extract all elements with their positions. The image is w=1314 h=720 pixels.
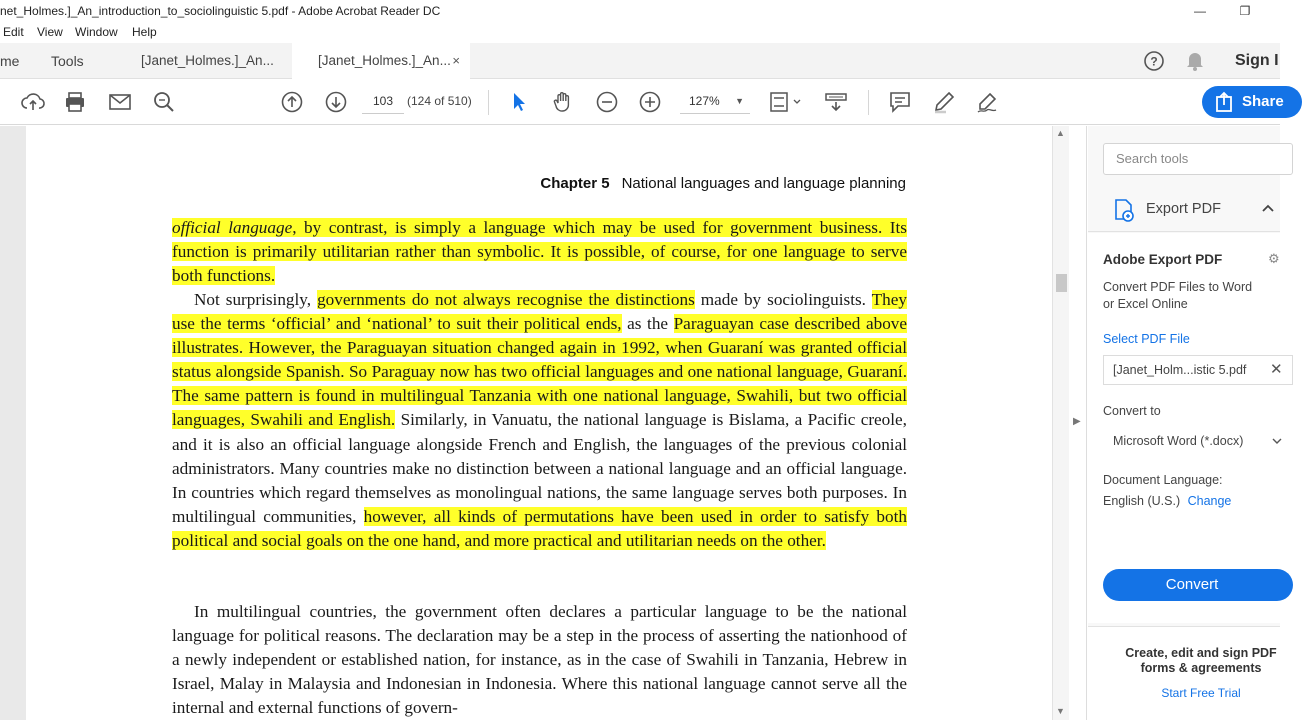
highlighted-text — [172, 218, 907, 285]
chapter-label: Chapter 5 — [540, 175, 610, 192]
close-tab-icon[interactable]: × — [452, 53, 460, 68]
notifications-bell-icon[interactable] — [1185, 50, 1205, 77]
chevron-up-icon[interactable] — [1261, 198, 1275, 221]
tab-tools-label: Tools — [51, 53, 84, 69]
tab-document-2[interactable] — [292, 43, 470, 80]
scroll-down-icon[interactable]: ▼ — [1056, 706, 1065, 716]
body-text: as the — [621, 314, 674, 334]
running-header — [26, 175, 906, 192]
scrollbar-thumb[interactable] — [1056, 274, 1067, 292]
menu-view[interactable]: View — [37, 25, 63, 39]
zoom-in-icon[interactable] — [638, 90, 662, 114]
scroll-mode-icon[interactable] — [824, 90, 848, 114]
tab-tools[interactable] — [51, 43, 111, 79]
sign-in-link[interactable] — [1235, 43, 1280, 79]
upload-cloud-icon[interactable] — [21, 90, 45, 114]
toolbar — [0, 80, 1284, 125]
minimize-button[interactable]: — — [1194, 4, 1206, 18]
email-icon[interactable] — [108, 90, 132, 114]
menu-help[interactable]: Help — [132, 25, 157, 39]
tools-pane — [1088, 126, 1283, 720]
start-free-trial-link[interactable]: Start Free Trial — [1161, 686, 1241, 700]
menu-bar — [0, 22, 1280, 43]
tab-bar — [0, 43, 1280, 79]
document-language-value: English (U.S.) — [1103, 494, 1181, 508]
export-pdf-label: Export PDF — [1146, 201, 1221, 217]
convert-format-dropdown[interactable] — [1103, 426, 1293, 456]
tab-home-label: me — [0, 53, 20, 69]
tab-document-1[interactable] — [115, 43, 291, 79]
selected-file-name: [Janet_Holm...istic 5.pdf — [1113, 363, 1247, 377]
convert-to-label: Convert to — [1103, 404, 1161, 418]
menu-edit[interactable]: Edit — [3, 25, 24, 39]
export-pdf-icon — [1113, 198, 1135, 227]
vertical-scrollbar[interactable] — [1052, 126, 1069, 720]
paragraph-3: In multilingual countries, the government often declares a particular language to be the national language for political reasons. The declaration may be a step in the process of asserting the nationhood of a newly independent or established nation, for instance, as in the case of Swahili in Tanzania, Hebrew in Israel, Malay in Malaysia and Indonesian in Indonesia. Where this national language cannot serve all the internal and external functions of govern- — [172, 602, 907, 718]
zoom-level-dropdown[interactable] — [680, 89, 750, 114]
export-pdf-header[interactable] — [1088, 188, 1280, 232]
collapse-right-panel-icon[interactable]: ▶ — [1073, 416, 1081, 427]
share-button[interactable] — [1202, 86, 1302, 118]
convert-button[interactable]: Convert — [1103, 569, 1293, 601]
highlighted-text: , by contrast, is simply a language which may be used for government business. Its function is primarily utilitarian rather than symbolic. It is possible, of course, for one language to serve both functions. — [172, 218, 907, 286]
export-description-line2: or Excel Online — [1103, 297, 1188, 311]
term-official-language: official language — [172, 218, 293, 237]
menu-window[interactable]: Window — [75, 25, 118, 39]
print-icon[interactable] — [63, 90, 87, 114]
scroll-up-icon[interactable]: ▲ — [1056, 128, 1065, 138]
chapter-title: National languages and language planning — [621, 175, 906, 192]
convert-format-value: Microsoft Word (*.docx) — [1113, 434, 1244, 448]
window-title: net_Holmes.]_An_introduction_to_sociolinguistic 5.pdf - Adobe Acrobat Reader DC — [0, 4, 441, 18]
sign-in-label: Sign I — [1235, 52, 1279, 69]
help-icon[interactable] — [1143, 50, 1165, 77]
tab-document-1-label: [Janet_Holmes.]_An... — [141, 53, 274, 68]
body-text: Similarly, in Vanuatu, the national language is Bislama, a Pacific creole, and it is also an official language alongside French and English, the languages of the previous colonial administrators. Many countries make no distinction between a national language and an official language. In countries which regard themselves as monolingual nations, the same language serves both purposes. In multilingual communities, — [172, 410, 907, 526]
document-language-label: Document Language: — [1103, 473, 1223, 487]
zoom-level-value: 127% — [689, 94, 720, 108]
highlighted-text: They use the terms ‘official’ and ‘national’ to suit their political ends, — [172, 290, 907, 334]
toolbar-divider — [868, 90, 869, 115]
change-language-link[interactable]: Change — [1187, 494, 1232, 508]
body-text: made by sociolinguists. — [694, 290, 872, 309]
chevron-down-icon: ▼ — [735, 96, 744, 106]
body-text: Not surprisingly, — [194, 290, 318, 309]
export-description-line1: Convert PDF Files to Word — [1103, 280, 1253, 294]
page-count: (124 of 510) — [407, 94, 472, 108]
comment-icon[interactable] — [888, 90, 912, 114]
highlighted-text: Paraguayan case described above illustrates. However, the Paraguayan situation changed again in 1992, when Guaraní was granted official status alongside Spanish. So Paraguay now has two official languages and one national language, Guaraní. The same pattern is found in multilingual Tanzania with one national language, Swahili, but two official languages, Swahili and English. — [172, 314, 908, 430]
selected-file-field[interactable] — [1103, 355, 1293, 385]
tab-home[interactable] — [0, 43, 30, 79]
promo-line2: forms & agreements — [1140, 661, 1262, 675]
paragraph-2 — [172, 288, 907, 553]
chevron-down-icon — [1272, 427, 1282, 465]
search-tools-input[interactable]: Search tools — [1103, 143, 1293, 175]
document-viewport[interactable] — [0, 126, 1052, 720]
select-cursor-icon[interactable] — [508, 90, 532, 114]
pdf-page — [26, 126, 1052, 720]
more-options-icon[interactable]: ⚙ — [1268, 251, 1280, 266]
remove-file-icon[interactable]: ✕ — [1270, 361, 1283, 378]
hand-tool-icon[interactable] — [551, 90, 575, 114]
restore-button[interactable]: ❐ — [1239, 4, 1251, 18]
document-language-row — [1103, 494, 1231, 508]
previous-page-icon[interactable] — [280, 90, 304, 114]
select-pdf-file-link[interactable]: Select PDF File — [1103, 332, 1190, 346]
page-number-input[interactable]: 103 — [362, 89, 404, 114]
title-bar — [0, 0, 1280, 22]
share-label: Share — [1242, 93, 1284, 110]
page-fit-icon[interactable] — [768, 90, 802, 114]
svg-text:?: ? — [1150, 54, 1158, 69]
next-page-icon[interactable] — [324, 90, 348, 114]
highlight-pen-icon[interactable] — [932, 90, 956, 114]
toolbar-divider — [488, 90, 489, 115]
export-pdf-body — [1088, 233, 1283, 623]
share-icon — [1216, 86, 1232, 130]
promo-footer — [1088, 626, 1280, 720]
export-heading: Adobe Export PDF — [1103, 252, 1223, 267]
zoom-out-icon[interactable] — [595, 90, 619, 114]
highlighted-text: however, all kinds of permutations have been used in order to satisfy both political and social goals on the one hand, and more practical and utilitarian needs on the other. — [172, 506, 907, 550]
highlighted-text: governments do not always recognise the distinctions — [317, 290, 695, 309]
paragraph-1 — [172, 216, 907, 288]
promo-line1: Create, edit and sign PDF — [1125, 646, 1277, 660]
tab-document-2-label: [Janet_Holmes.]_An... — [318, 53, 451, 68]
right-panel-toggle-strip[interactable] — [1069, 126, 1087, 720]
search-zoom-icon[interactable] — [152, 90, 176, 114]
sign-pen-icon[interactable] — [975, 90, 999, 114]
